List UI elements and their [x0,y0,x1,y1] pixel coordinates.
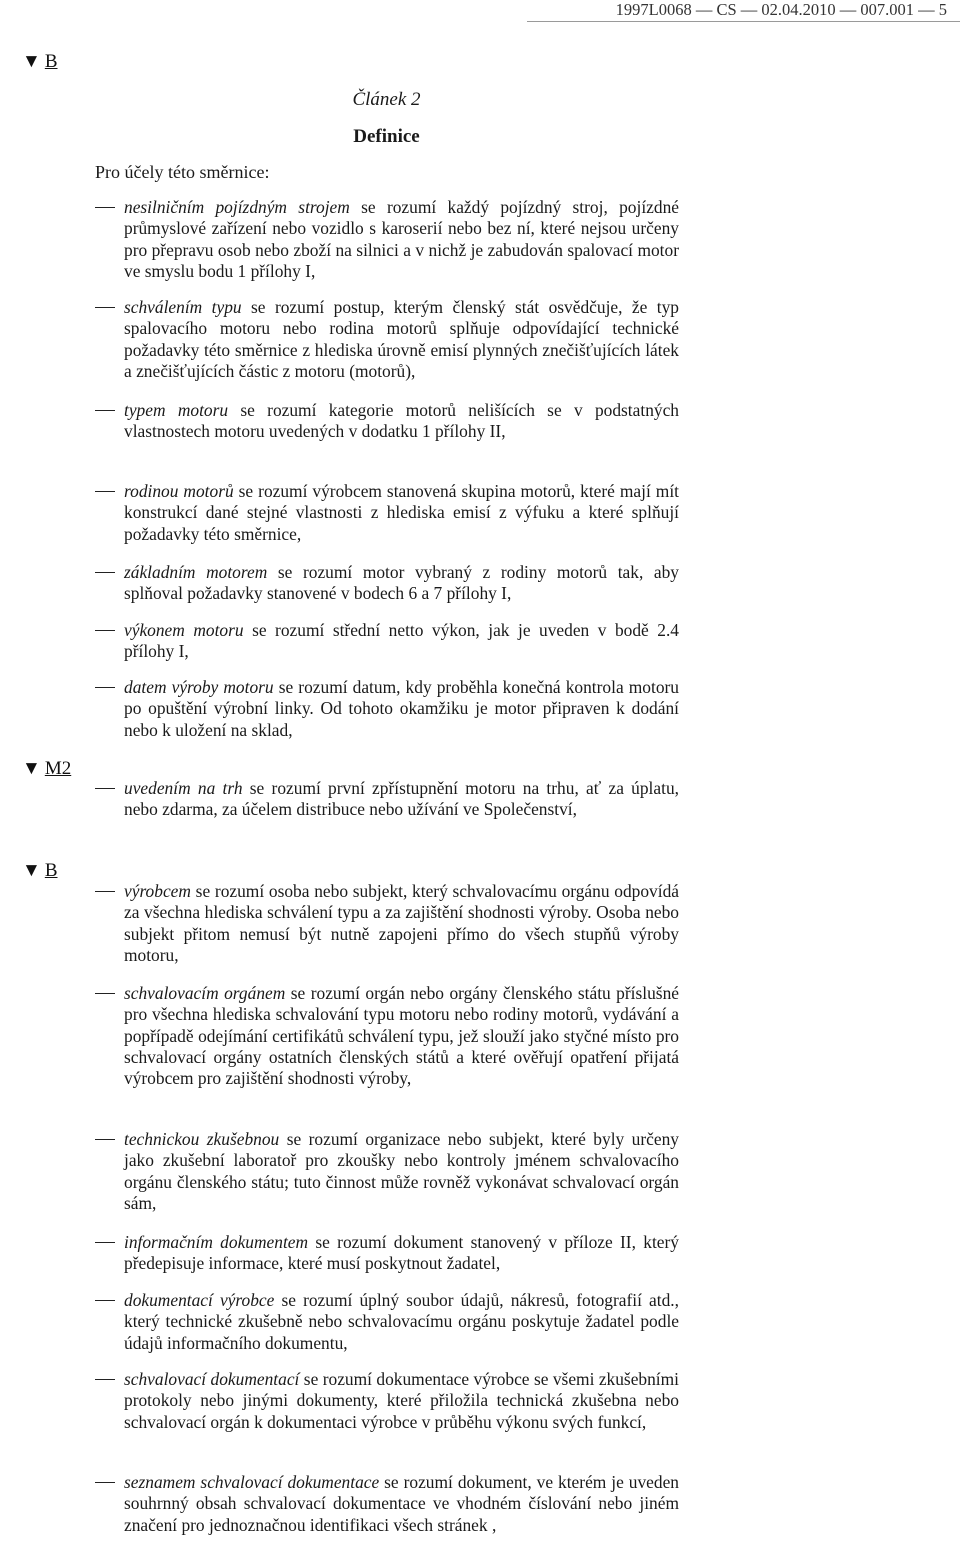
definition-item [95,1129,679,1214]
definition-text: se rozumí orgán nebo orgány členského státu příslušné pro všechna hlediska schvalování typu motoru nebo rodiny motorů, vydávání a popřípadě odejímání certifikátů schválení typu, jež slouží jako styčné místo pro schvalovací orgány ostatních členských států a které ověřují opatření přijatá výrobcem pro zajištění shodnosti výroby, [124,983,679,1089]
definition-term: výkonem motoru [124,620,244,640]
definition-item [95,1472,679,1536]
definition-text: se rozumí dokument stanovený v příloze II, který předepisuje informace, které musí poskytnout žadatel, [124,1232,679,1274]
definition-text: se rozumí dokument, ve kterém je uveden souhrnný obsah schvalovací dokumentace ve vhodném číslování nebo jiném značení pro jednoznačnou identifikaci všech stránek , [124,1472,679,1535]
triangle-down-icon: ▼ [22,758,41,779]
definition-term: schvalovací dokumentací [124,1369,300,1389]
article-title: Definice [353,126,420,147]
definition-text: se rozumí datum, kdy proběhla konečná kontrola motoru po opuštění výrobní linky. Od tohoto okamžiku je motor připraven k dodání nebo k uložení na sklad, [124,677,679,740]
definition-item [95,400,679,443]
definition-text: se rozumí postup, kterým členský stát osvědčuje, že typ spalovacího motoru nebo rodina motorů splňuje odpovídající technické požadavky této směrnice z hlediska úrovně emisí plynných znečišťujících látek a znečišťujících částic z motoru (motorů), [124,297,679,381]
amendment-marker-b [22,859,58,883]
marker-label: B [44,860,58,881]
definition-text: se rozumí kategorie motorů nelišících se v podstatných vlastnostech motoru uvedených v dodatku 1 přílohy II, [124,400,679,442]
definition-text: se rozumí úplný soubor údajů, nákresů, fotografií atd., který technické zkušebně nebo schvalovacímu orgánu poskytuje žadatel podle údajů informačního dokumentu, [124,1290,679,1353]
definition-term: výrobcem [124,881,191,901]
amendment-marker-m2 [22,757,71,781]
definition-text: se rozumí výrobcem stanovená skupina motorů, které mají mít konstrukcí dané stejné vlastnosti z hlediska emisí z výfuku a které splňují požadavky této směrnice, [124,481,679,544]
definition-item [95,1232,679,1275]
definition-term: informačním dokumentem [124,1232,309,1252]
intro-text: Pro účely této směrnice: [95,162,270,182]
definition-item [95,620,679,663]
definition-item [95,677,679,741]
definition-term: technickou zkušebnou [124,1129,280,1149]
article-number: Článek 2 [352,89,421,110]
definition-item [95,778,679,821]
definition-term: schválením typu [124,297,242,317]
definition-item [95,881,679,966]
page-header: 1997L0068 — CS — 02.04.2010 — 007.001 — 5 [527,0,960,22]
definition-term: rodinou motorů [124,481,234,501]
definition-term: typem motoru [124,400,229,420]
definition-text: se rozumí každý pojízdný stroj, pojízdné průmyslové zařízení nebo vozidlo s karoserií nebo bez ní, které nejsou určeny pro přepravu osob nebo zboží na silnici a v nichž je zabudován spalovací motor ve smyslu bodu 1 přílohy I, [124,197,679,281]
definition-item [95,1369,679,1433]
amendment-marker-b [22,50,58,74]
marker-label: B [44,51,58,72]
definition-item [95,297,679,382]
definition-item [95,983,679,1089]
triangle-down-icon: ▼ [22,860,41,881]
definition-text: se rozumí osoba nebo subjekt, který schvalovacímu orgánu odpovídá za všechna hlediska schválení typu a za zajištění shodnosti výroby. Osoba nebo subjekt přitom nemusí být nutně zapojeni přímo do všech stupňů výroby motoru, [124,881,679,965]
definition-item [95,197,679,282]
definition-text: se rozumí první zpřístupnění motoru na trhu, ať za úplatu, nebo zdarma, za účelem distribuce nebo užívání ve Společenství, [124,778,679,820]
definition-term: datem výroby motoru [124,677,274,697]
definition-text: se rozumí motor vybraný z rodiny motorů tak, aby splňoval požadavky stanovené v bodech 6 a 7 přílohy I, [124,562,679,604]
definition-item [95,481,679,545]
definition-text: se rozumí střední netto výkon, jak je uveden v bodě 2.4 přílohy I, [124,620,679,662]
definition-item [95,1290,679,1354]
definition-term: seznamem schvalovací dokumentace [124,1472,380,1492]
marker-label: M2 [44,758,72,779]
definition-term: dokumentací výrobce [124,1290,275,1310]
definition-term: základním motorem [124,562,268,582]
triangle-down-icon: ▼ [22,51,41,72]
definition-text: se rozumí dokumentace výrobce se všemi zkušebními protokoly nebo jinými dokumenty, které přiložila technická zkušebna nebo schvalovací orgán k dokumentaci výrobce v průběhu výkonu svých funkcí, [124,1369,679,1432]
definition-text: se rozumí organizace nebo subjekt, které byly určeny jako zkušební laboratoř pro zkoušky nebo kontroly jménem schvalovacího orgánu členského státu; tuto činnost může rovněž vykonávat schvalovací orgán sám, [124,1129,679,1213]
definition-item [95,562,679,605]
definition-term: uvedením na trh [124,778,243,798]
definition-term: nesilničním pojízdným strojem [124,197,350,217]
definition-term: schvalovacím orgánem [124,983,286,1003]
